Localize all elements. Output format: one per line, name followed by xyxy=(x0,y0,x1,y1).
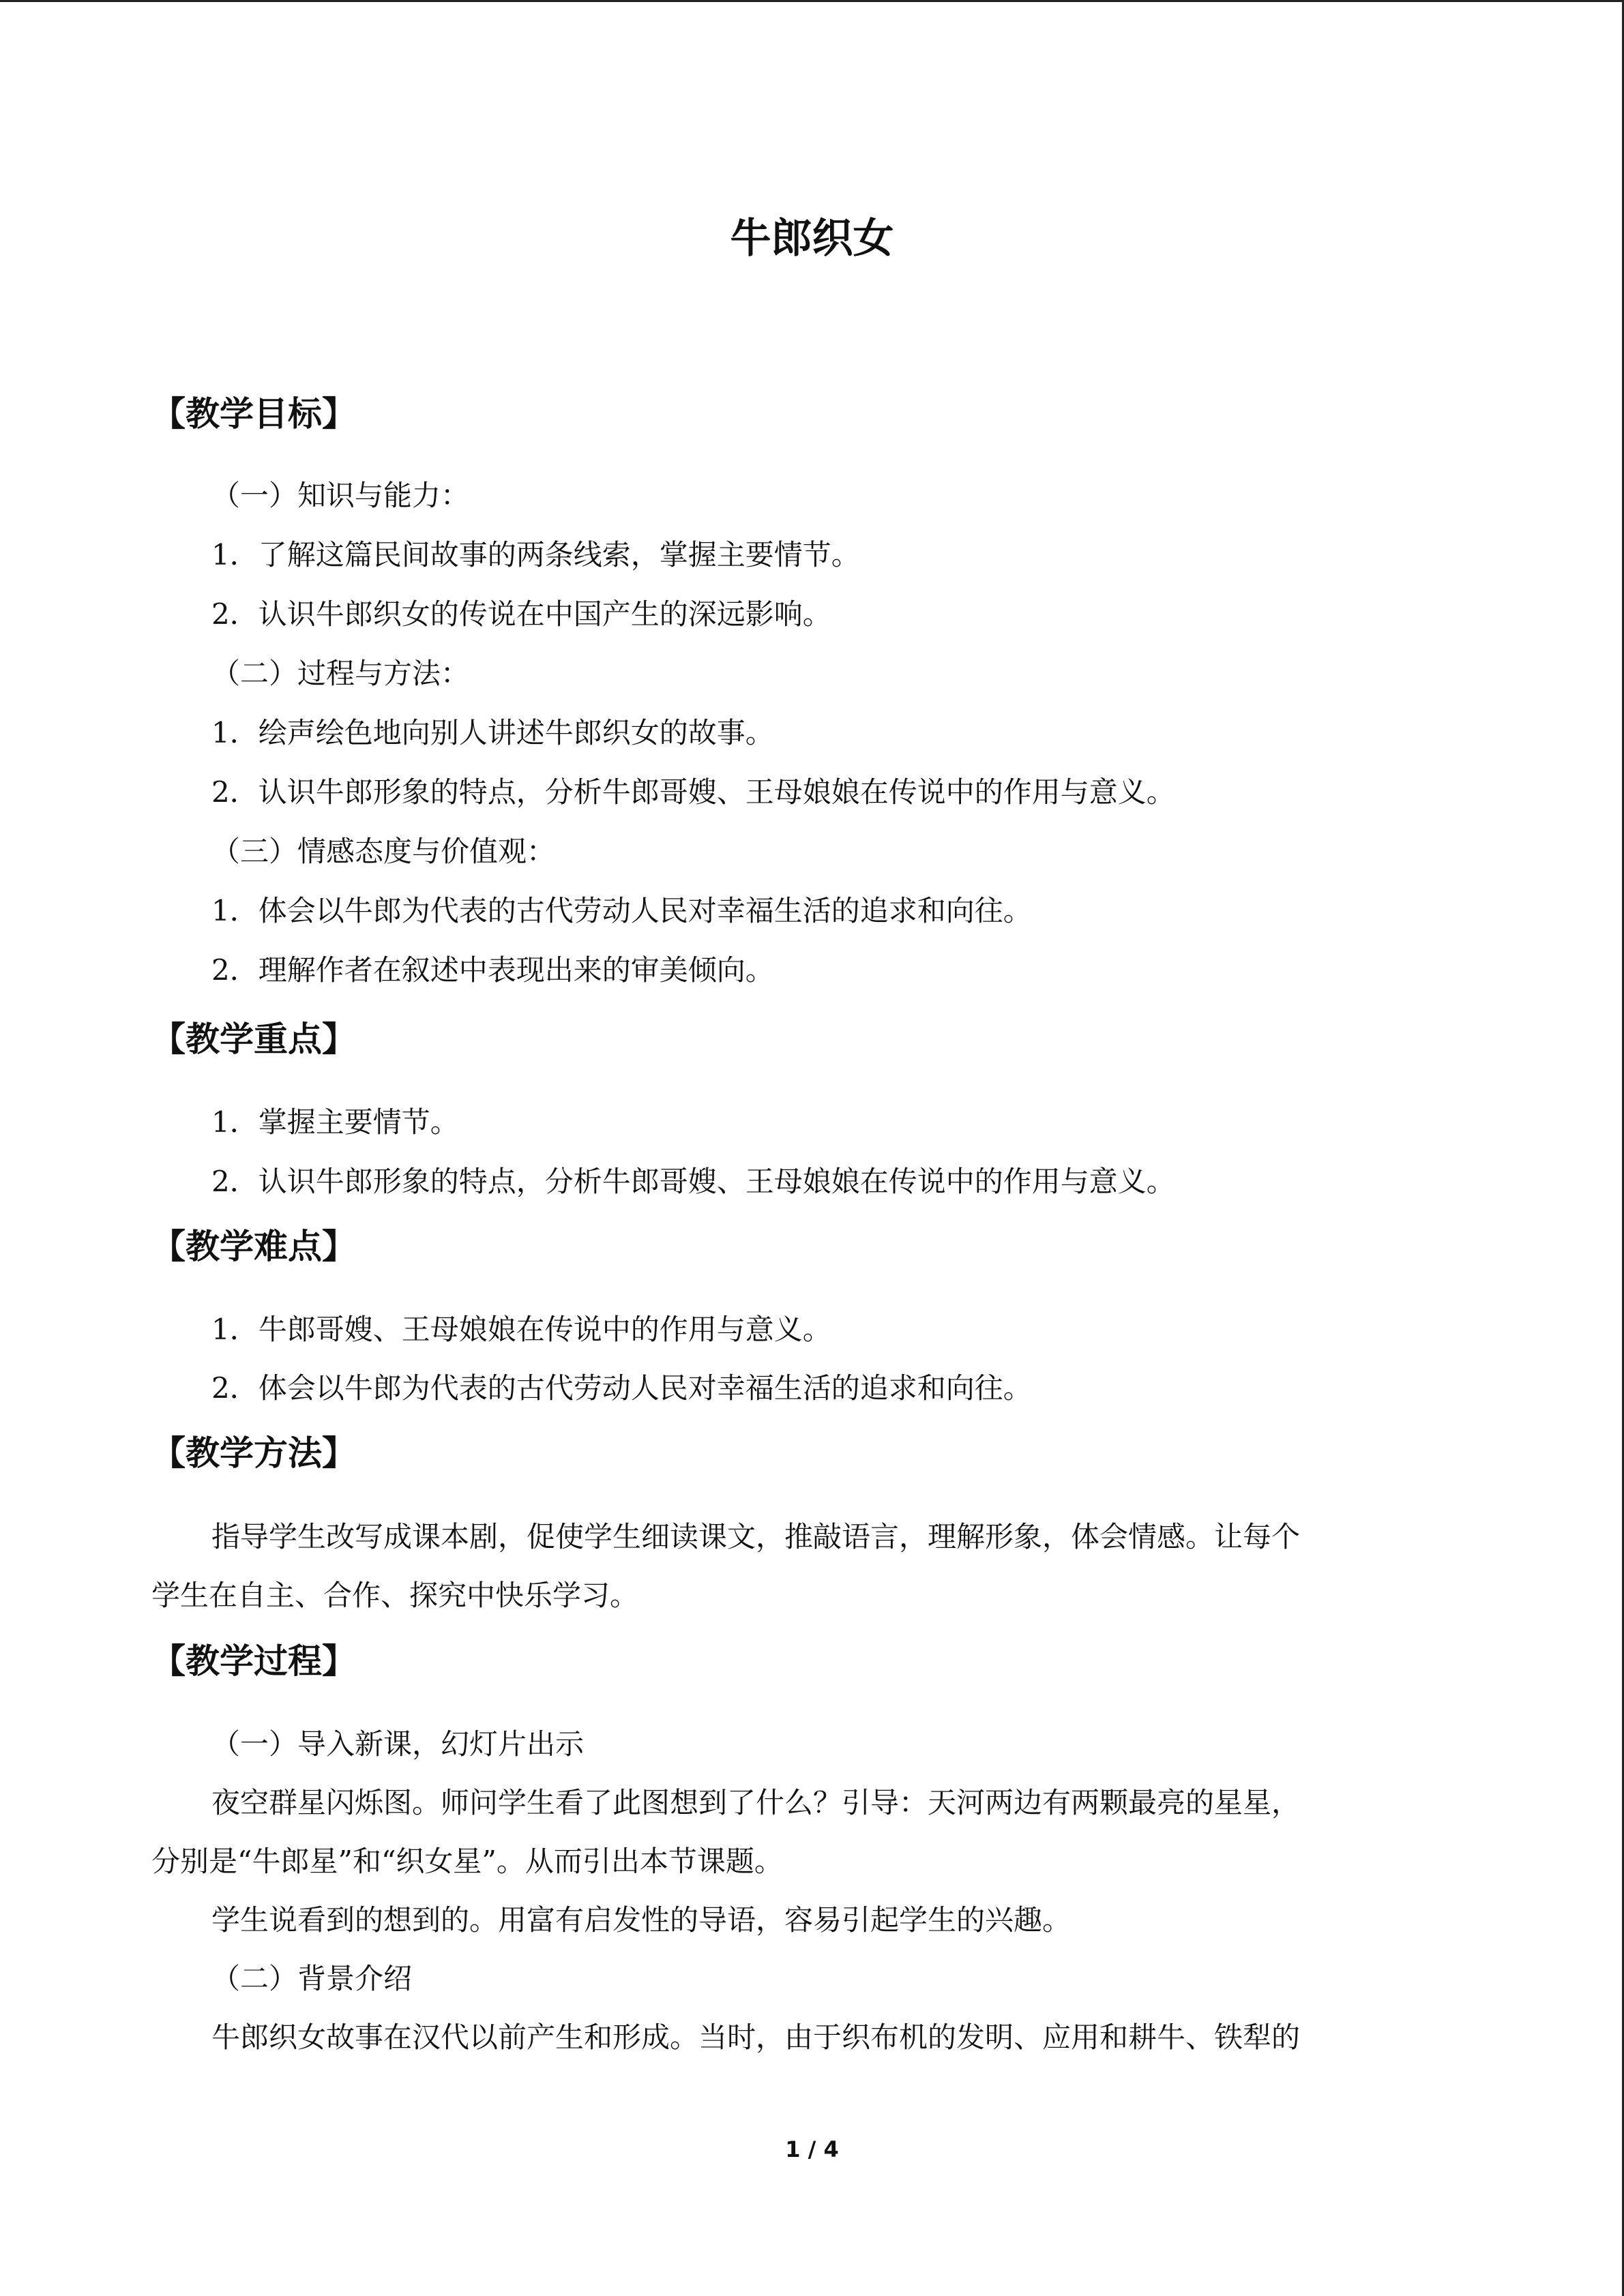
process-paragraph-1-line-1: 夜空群星闪烁图。师问学生看了此图想到了什么？引导：天河两边有两颗最亮的星星， xyxy=(211,1786,1301,1819)
goals-subheading-1: （一）知识与能力： xyxy=(211,479,470,512)
goals-item-2-1: 1．绘声绘色地向别人讲述牛郎织女的故事。 xyxy=(211,716,774,749)
method-paragraph-line-1: 指导学生改写成课本剧，促使学生细读课文，推敲语言，理解形象，体会情感。让每个 xyxy=(211,1520,1301,1553)
page-title: 牛郎织女 xyxy=(730,215,894,263)
process-subheading-2: （二）背景介绍 xyxy=(211,1962,413,1995)
key-item-1: 1．掌握主要情节。 xyxy=(211,1105,459,1139)
goals-item-3-2: 2．理解作者在叙述中表现出来的审美倾向。 xyxy=(211,953,774,987)
key-item-2: 2．认识牛郎形象的特点，分析牛郎哥嫂、王母娘娘在传说中的作用与意义。 xyxy=(211,1165,1175,1198)
process-paragraph-2: 学生说看到的想到的。用富有启发性的导语，容易引起学生的兴趣。 xyxy=(211,1903,1072,1937)
process-paragraph-3-line-1: 牛郎织女故事在汉代以前产生和形成。当时，由于织布机的发明、应用和耕牛、铁犁的 xyxy=(211,2021,1301,2054)
page-number: 1 / 4 xyxy=(785,2136,839,2162)
goals-subheading-3: （三）情感态度与价值观： xyxy=(211,835,556,868)
heading-difficult-points: 【教学难点】 xyxy=(151,1227,356,1266)
heading-teaching-method: 【教学方法】 xyxy=(151,1433,356,1473)
heading-teaching-process: 【教学过程】 xyxy=(151,1641,356,1681)
page-border-top xyxy=(0,0,1624,2)
heading-teaching-goals: 【教学目标】 xyxy=(151,394,356,434)
goals-item-2-2: 2．认识牛郎形象的特点，分析牛郎哥嫂、王母娘娘在传说中的作用与意义。 xyxy=(211,775,1175,809)
method-paragraph-line-2: 学生在自主、合作、探究中快乐学习。 xyxy=(151,1579,639,1612)
goals-item-1-2: 2．认识牛郎织女的传说在中国产生的深远影响。 xyxy=(211,597,831,631)
heading-key-points: 【教学重点】 xyxy=(151,1019,356,1059)
process-paragraph-1-line-2: 分别是“牛郎星”和“织女星”。从而引出本节课题。 xyxy=(151,1845,783,1878)
difficult-item-2: 2．体会以牛郎为代表的古代劳动人民对幸福生活的追求和向往。 xyxy=(211,1371,1032,1405)
goals-subheading-2: （二）过程与方法： xyxy=(211,657,470,690)
goals-item-3-1: 1．体会以牛郎为代表的古代劳动人民对幸福生活的追求和向往。 xyxy=(211,894,1032,927)
difficult-item-1: 1．牛郎哥嫂、王母娘娘在传说中的作用与意义。 xyxy=(211,1313,831,1346)
goals-item-1-1: 1．了解这篇民间故事的两条线索，掌握主要情节。 xyxy=(211,538,860,571)
process-subheading-1: （一）导入新课，幻灯片出示 xyxy=(211,1727,585,1761)
